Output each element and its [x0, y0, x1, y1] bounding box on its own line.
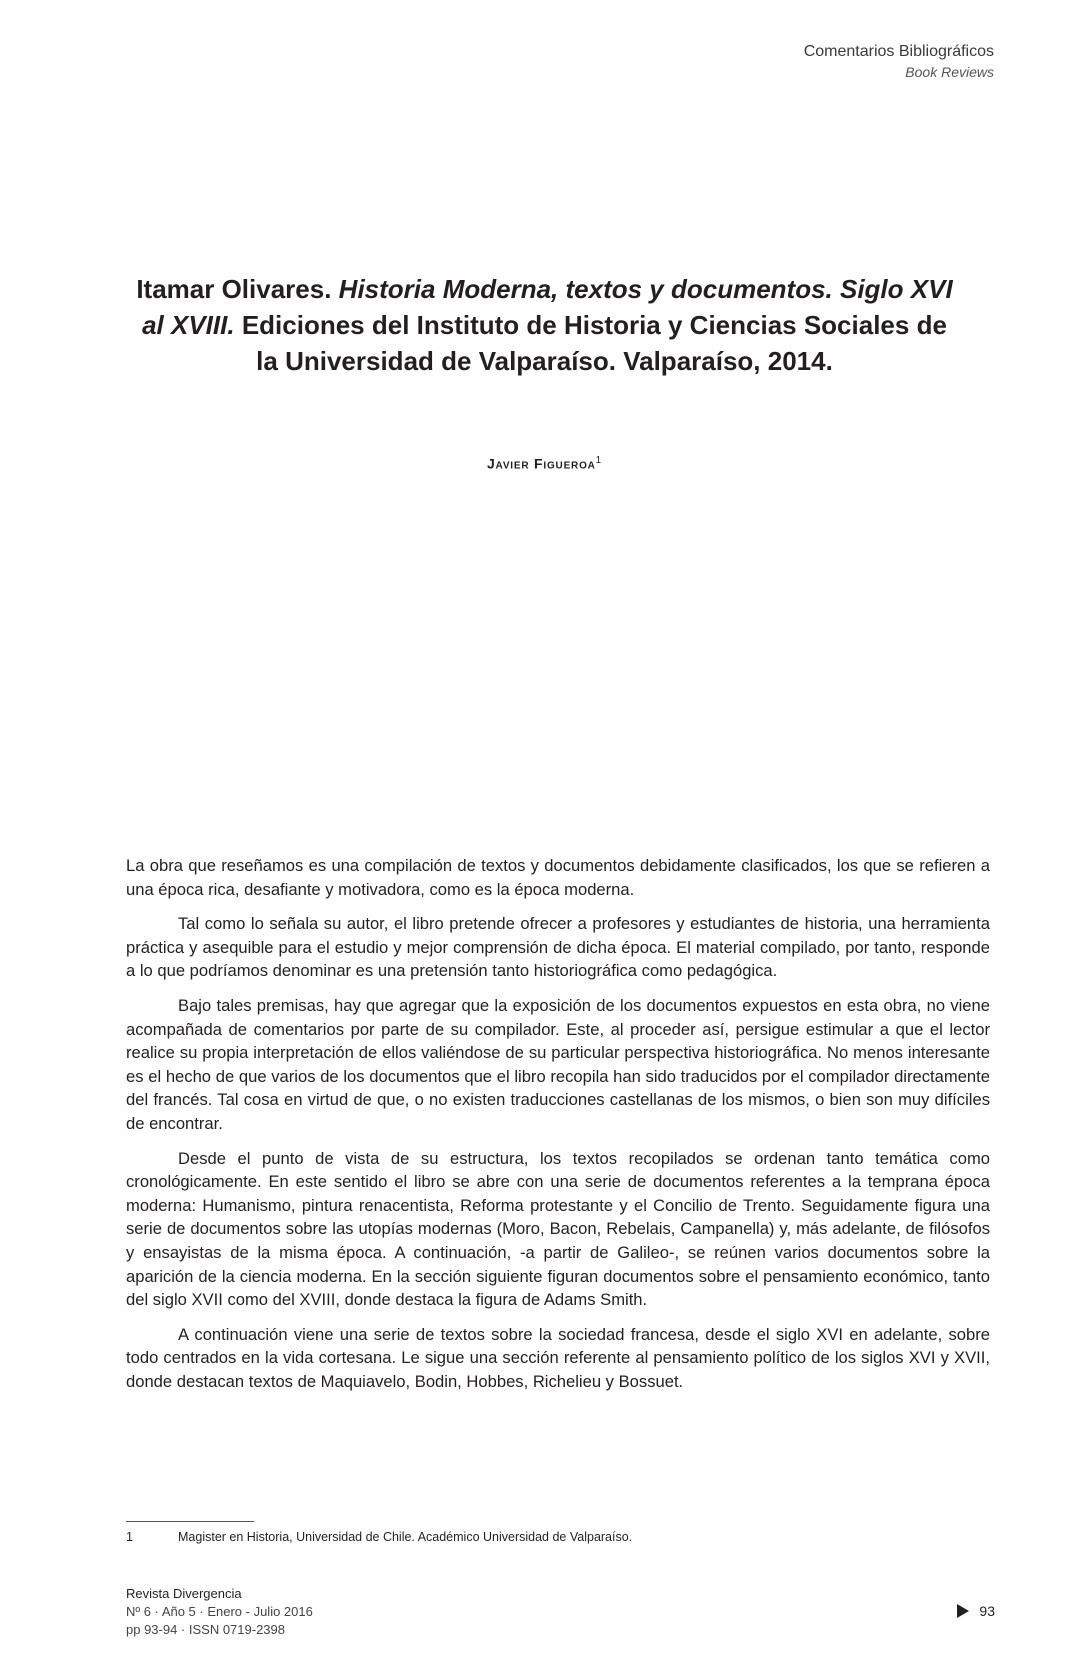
paragraph: La obra que reseñamos es una compilación de textos y documentos debidamente clasificados, los que se refieren a una época rica, desafiante y motivadora, como es la época moderna.	[126, 856, 990, 899]
arrow-right-icon	[957, 1604, 969, 1618]
section-title-en: Book Reviews	[905, 64, 994, 80]
journal-pages-issn: pp 93-94 · ISSN 0719-2398	[126, 1622, 285, 1637]
footnote-ref: 1	[595, 455, 603, 466]
page-number-value: 93	[979, 1603, 995, 1619]
reviewer-name: Javier Figueroa	[486, 455, 596, 472]
paragraph: Bajo tales premisas, hay que agregar que la exposición de los documentos expuestos en esta obra, no viene acompañada de comentarios por parte de su compilador. Este, al proceder así, persigue estimular a que el lector realice su propia interpretación de ellos valiéndose de su particular perspectiva historiográfica. No menos interesante es el hecho de que varios de los documentos que el libro recopila han sido traducidos por el compilador directamente del francés. Tal cosa en virtud de que, o no existen traducciones castellanas de los mismos, o bien son muy difíciles de encontrar.	[126, 995, 990, 1133]
book-title: Historia Moderna, textos y documentos. Siglo XVI al XVIII.	[142, 274, 953, 340]
book-author: Itamar Olivares.	[136, 274, 332, 304]
footnote-text: Magister en Historia, Universidad de Chile. Académico Universidad de Valparaíso.	[178, 1530, 633, 1544]
section-title-es: Comentarios Bibliográficos	[803, 43, 994, 60]
journal-name: Revista Divergencia	[126, 1586, 242, 1601]
page-number	[957, 1603, 995, 1619]
journal-issue: Nº 6 · Año 5 · Enero - Julio 2016	[126, 1604, 313, 1619]
journal-info	[126, 1585, 313, 1639]
footnote-divider	[126, 1521, 254, 1522]
running-header	[804, 42, 994, 82]
paragraph: Tal como lo señala su autor, el libro pretende ofrecer a profesores y estudiantes de historia, una herramienta práctica y asequible para el estudio y mejor comprensión de dicha época. El material compilado, por tanto, responde a lo que podríamos denominar es una pretensión tanto historiográfica como pedagógica.	[126, 914, 990, 981]
footnote	[126, 1530, 632, 1544]
review-body	[126, 854, 990, 1404]
footnote-number: 1	[126, 1530, 133, 1544]
book-publisher: Ediciones del Instituto de Historia y Ciencias Sociales de la Universidad de Valparaíso. Valparaíso, 2014.	[241, 310, 947, 376]
paragraph: Desde el punto de vista de su estructura, los textos recopilados se ordenan tanto temática como cronológicamente. En este sentido el libro se abre con una serie de documentos referentes a la temprana época moderna: Humanismo, pintura renacentista, Reforma protestante y el Concilio de Trento. Seguidamente figura una serie de documentos sobre las utopías modernas (Moro, Bacon, Rebelais, Campanella) y, más adelante, de filósofos y ensayistas de la misma época. A continuación, -a partir de Galileo-, se reúnen varios documentos sobre la aparición de la ciencia moderna. En la sección siguiente figuran documentos sobre el pensamiento económico, tanto del siglo XVII como del XVIII, donde destaca la figura de Adams Smith.	[126, 1148, 990, 1310]
paragraph: A continuación viene una serie de textos sobre la sociedad francesa, desde el siglo XVI en adelante, sobre todo centrados en la vida cortesana. Le sigue una sección referente al pensamiento político de los siglos XVI y XVII, donde destacan textos de Maquiavelo, Bodin, Hobbes, Richelieu y Bossuet.	[126, 1324, 990, 1391]
review-title	[130, 271, 959, 379]
reviewer-byline	[0, 455, 1089, 472]
